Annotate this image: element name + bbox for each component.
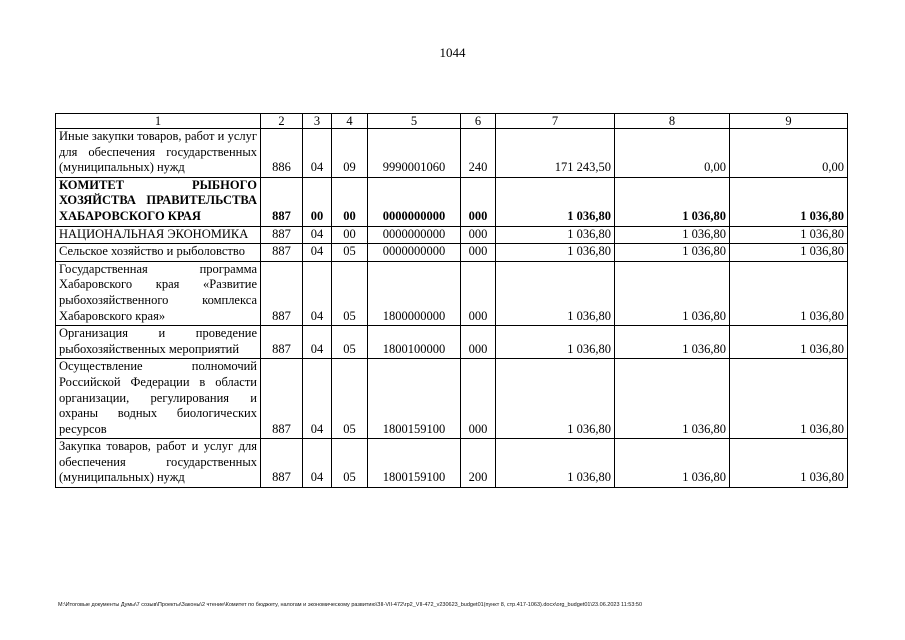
row-code-expense-type: 000	[461, 177, 496, 226]
row-amount-8: 1 036,80	[615, 244, 730, 262]
file-path-footer: M:\Итоговые документы Думы\7 созыв\Проекты\Законы\2 чтение\Комитет по бюджету, налогам и экономическому развитию\ЗII-VII-472\гр2_VII-472_v230623_budget01(пункт 8, стр.417-1063).docx\org_budget01\23.06.2023 11:53:50	[58, 602, 643, 608]
row-code-ministry: 886	[261, 129, 303, 178]
row-code-ministry: 887	[261, 326, 303, 359]
row-code-subsection: 00	[332, 177, 368, 226]
row-name: Осуществление полномочий Российской Федерации в области организации, регулирования и охраны водных биологических ресурсов	[56, 359, 261, 439]
page-number: 1044	[439, 45, 466, 60]
row-amount-7: 171 243,50	[496, 129, 615, 178]
row-name: Закупка товаров, работ и услуг для обеспечения государственных (муниципальных) нужд	[56, 439, 261, 488]
row-code-target: 0000000000	[368, 177, 461, 226]
row-code-section: 04	[303, 439, 332, 488]
table-row	[56, 326, 848, 359]
row-code-ministry: 887	[261, 226, 303, 244]
row-amount-7: 1 036,80	[496, 326, 615, 359]
row-code-expense-type: 000	[461, 326, 496, 359]
row-amount-9: 1 036,80	[730, 244, 848, 262]
row-amount-9: 1 036,80	[730, 261, 848, 325]
row-amount-9: 0,00	[730, 129, 848, 178]
row-amount-9: 1 036,80	[730, 359, 848, 439]
row-amount-9: 1 036,80	[730, 226, 848, 244]
table-row	[56, 177, 848, 226]
table-header-row	[56, 114, 848, 129]
row-name: НАЦИОНАЛЬНАЯ ЭКОНОМИКА	[56, 226, 261, 244]
row-code-expense-type: 240	[461, 129, 496, 178]
row-code-target: 1800159100	[368, 359, 461, 439]
table-row	[56, 439, 848, 488]
row-code-subsection: 00	[332, 226, 368, 244]
row-code-section: 04	[303, 359, 332, 439]
row-amount-7: 1 036,80	[496, 359, 615, 439]
table-row	[56, 359, 848, 439]
row-code-section: 04	[303, 226, 332, 244]
table-row	[56, 244, 848, 262]
row-code-expense-type: 200	[461, 439, 496, 488]
header-col-6: 6	[461, 114, 496, 129]
row-amount-7: 1 036,80	[496, 261, 615, 325]
row-amount-8: 1 036,80	[615, 177, 730, 226]
row-code-subsection: 05	[332, 244, 368, 262]
row-code-subsection: 05	[332, 359, 368, 439]
row-code-expense-type: 000	[461, 244, 496, 262]
row-name: Организация и проведение рыбохозяйственных мероприятий	[56, 326, 261, 359]
row-code-subsection: 05	[332, 326, 368, 359]
budget-table	[55, 113, 848, 488]
row-code-target: 1800100000	[368, 326, 461, 359]
row-code-section: 04	[303, 326, 332, 359]
row-name: Государственная программа Хабаровского края «Развитие рыбохозяйственного комплекса Хабаровского края»	[56, 261, 261, 325]
row-code-ministry: 887	[261, 261, 303, 325]
row-amount-7: 1 036,80	[496, 244, 615, 262]
row-amount-9: 1 036,80	[730, 439, 848, 488]
row-amount-7: 1 036,80	[496, 226, 615, 244]
row-code-section: 04	[303, 244, 332, 262]
row-code-target: 0000000000	[368, 244, 461, 262]
row-amount-8: 1 036,80	[615, 326, 730, 359]
table-row	[56, 261, 848, 325]
row-amount-9: 1 036,80	[730, 326, 848, 359]
row-name: Иные закупки товаров, работ и услуг для обеспечения государственных (муниципальных) нужд	[56, 129, 261, 178]
row-amount-8: 1 036,80	[615, 439, 730, 488]
row-code-target: 1800000000	[368, 261, 461, 325]
row-amount-8: 1 036,80	[615, 359, 730, 439]
row-amount-9: 1 036,80	[730, 177, 848, 226]
row-code-target: 9990001060	[368, 129, 461, 178]
row-code-target: 0000000000	[368, 226, 461, 244]
row-code-subsection: 05	[332, 439, 368, 488]
row-code-subsection: 05	[332, 261, 368, 325]
header-col-9: 9	[730, 114, 848, 129]
row-code-target: 1800159100	[368, 439, 461, 488]
row-code-ministry: 887	[261, 439, 303, 488]
header-col-3: 3	[303, 114, 332, 129]
row-code-ministry: 887	[261, 359, 303, 439]
row-amount-8: 1 036,80	[615, 226, 730, 244]
header-col-8: 8	[615, 114, 730, 129]
header-col-5: 5	[368, 114, 461, 129]
header-col-7: 7	[496, 114, 615, 129]
row-code-section: 04	[303, 129, 332, 178]
row-name: КОМИТЕТ РЫБНОГО ХОЗЯЙСТВА ПРАВИТЕЛЬСТВА ХАБАРОВСКОГО КРАЯ	[56, 177, 261, 226]
row-code-expense-type: 000	[461, 261, 496, 325]
row-code-section: 00	[303, 177, 332, 226]
table-row	[56, 226, 848, 244]
row-code-ministry: 887	[261, 244, 303, 262]
table-row	[56, 129, 848, 178]
header-col-4: 4	[332, 114, 368, 129]
header-col-1: 1	[56, 114, 261, 129]
row-code-expense-type: 000	[461, 226, 496, 244]
row-amount-7: 1 036,80	[496, 439, 615, 488]
row-code-section: 04	[303, 261, 332, 325]
row-amount-7: 1 036,80	[496, 177, 615, 226]
row-code-ministry: 887	[261, 177, 303, 226]
header-col-2: 2	[261, 114, 303, 129]
row-code-expense-type: 000	[461, 359, 496, 439]
row-amount-8: 1 036,80	[615, 261, 730, 325]
row-name: Сельское хозяйство и рыболовство	[56, 244, 261, 262]
row-code-subsection: 09	[332, 129, 368, 178]
row-amount-8: 0,00	[615, 129, 730, 178]
